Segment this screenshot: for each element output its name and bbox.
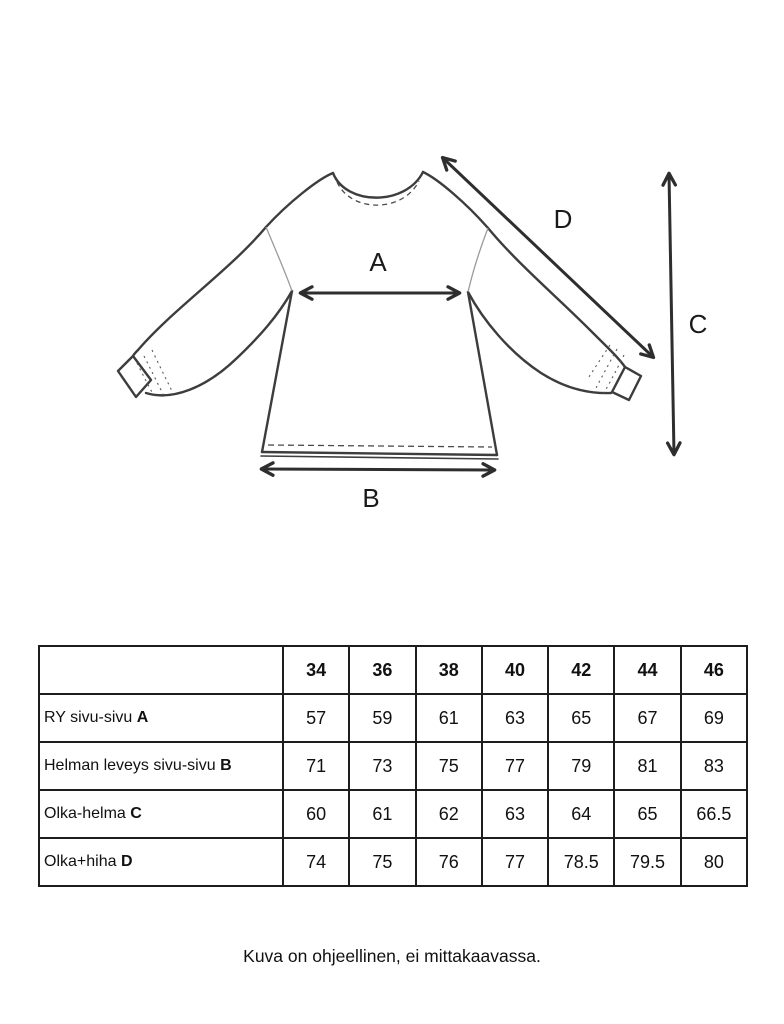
hem-edge-lower — [261, 456, 498, 459]
right-armhole-seam — [468, 228, 488, 292]
cell: 75 — [349, 838, 415, 886]
row-label — [39, 790, 283, 838]
size-header: 36 — [349, 646, 415, 694]
cell: 83 — [681, 742, 747, 790]
row-label — [39, 742, 283, 790]
row-label — [39, 694, 283, 742]
left-cuff-gathers — [152, 350, 172, 391]
left-sleeve-under — [146, 291, 292, 395]
right-cuff — [612, 367, 641, 400]
cell: 65 — [548, 694, 614, 742]
hem-stitch-line — [268, 445, 492, 447]
cell: 71 — [283, 742, 349, 790]
size-table — [38, 645, 748, 887]
cell: 79.5 — [614, 838, 680, 886]
cell: 65 — [614, 790, 680, 838]
cell: 59 — [349, 694, 415, 742]
left-armhole-seam — [266, 227, 292, 291]
cell: 81 — [614, 742, 680, 790]
left-sleeve-outer — [133, 227, 266, 356]
size-header: 46 — [681, 646, 747, 694]
row-label-letter: A — [136, 709, 149, 726]
right-cuff-gathers — [587, 345, 610, 380]
size-header: 34 — [283, 646, 349, 694]
cell: 67 — [614, 694, 680, 742]
cell: 62 — [416, 790, 482, 838]
measure-arrow-c — [669, 174, 674, 454]
measure-label-d: D — [553, 204, 573, 234]
cell: 57 — [283, 694, 349, 742]
size-header: 42 — [548, 646, 614, 694]
row-label — [39, 838, 283, 886]
cell: 77 — [482, 838, 548, 886]
measure-label-a: A — [369, 247, 387, 277]
cell: 80 — [681, 838, 747, 886]
cell: 76 — [416, 838, 482, 886]
measure-label-b: B — [362, 483, 380, 513]
hem-edge — [262, 452, 497, 455]
cell: 74 — [283, 838, 349, 886]
measure-label-c: C — [688, 309, 708, 339]
cell: 63 — [482, 790, 548, 838]
right-cuff-gathers — [596, 349, 617, 388]
row-label-text: Olka+hiha — [44, 853, 117, 870]
left-shoulder — [266, 173, 333, 227]
cell: 79 — [548, 742, 614, 790]
row-label-text: Helman leveys sivu-sivu — [44, 757, 216, 774]
cell: 60 — [283, 790, 349, 838]
cell: 61 — [349, 790, 415, 838]
cell: 66.5 — [681, 790, 747, 838]
cell: 75 — [416, 742, 482, 790]
cell: 69 — [681, 694, 747, 742]
cell: 61 — [416, 694, 482, 742]
table-row-c — [39, 790, 747, 838]
size-header: 44 — [614, 646, 680, 694]
cell: 78.5 — [548, 838, 614, 886]
cell: 63 — [482, 694, 548, 742]
size-header: 40 — [482, 646, 548, 694]
left-cuff — [118, 356, 151, 397]
cell: 73 — [349, 742, 415, 790]
neck-stitch-line — [337, 181, 419, 205]
row-label-text: Olka-helma — [44, 805, 126, 822]
table-row-b — [39, 742, 747, 790]
table-row-a — [39, 694, 747, 742]
right-shoulder — [423, 172, 488, 228]
size-table-header-row — [39, 646, 747, 694]
measure-arrow-b — [262, 469, 494, 470]
corner-cell — [39, 646, 283, 694]
right-sleeve-under — [468, 292, 611, 393]
row-label-letter: D — [120, 853, 133, 870]
cell: 77 — [482, 742, 548, 790]
size-header: 38 — [416, 646, 482, 694]
caption: Kuva on ohjeellinen, ei mittakaavassa. — [243, 946, 541, 966]
row-label-letter: B — [220, 757, 232, 774]
cell: 64 — [548, 790, 614, 838]
row-label-text: RY sivu-sivu — [44, 709, 133, 726]
table-row-d — [39, 838, 747, 886]
row-label-letter: C — [130, 805, 142, 822]
